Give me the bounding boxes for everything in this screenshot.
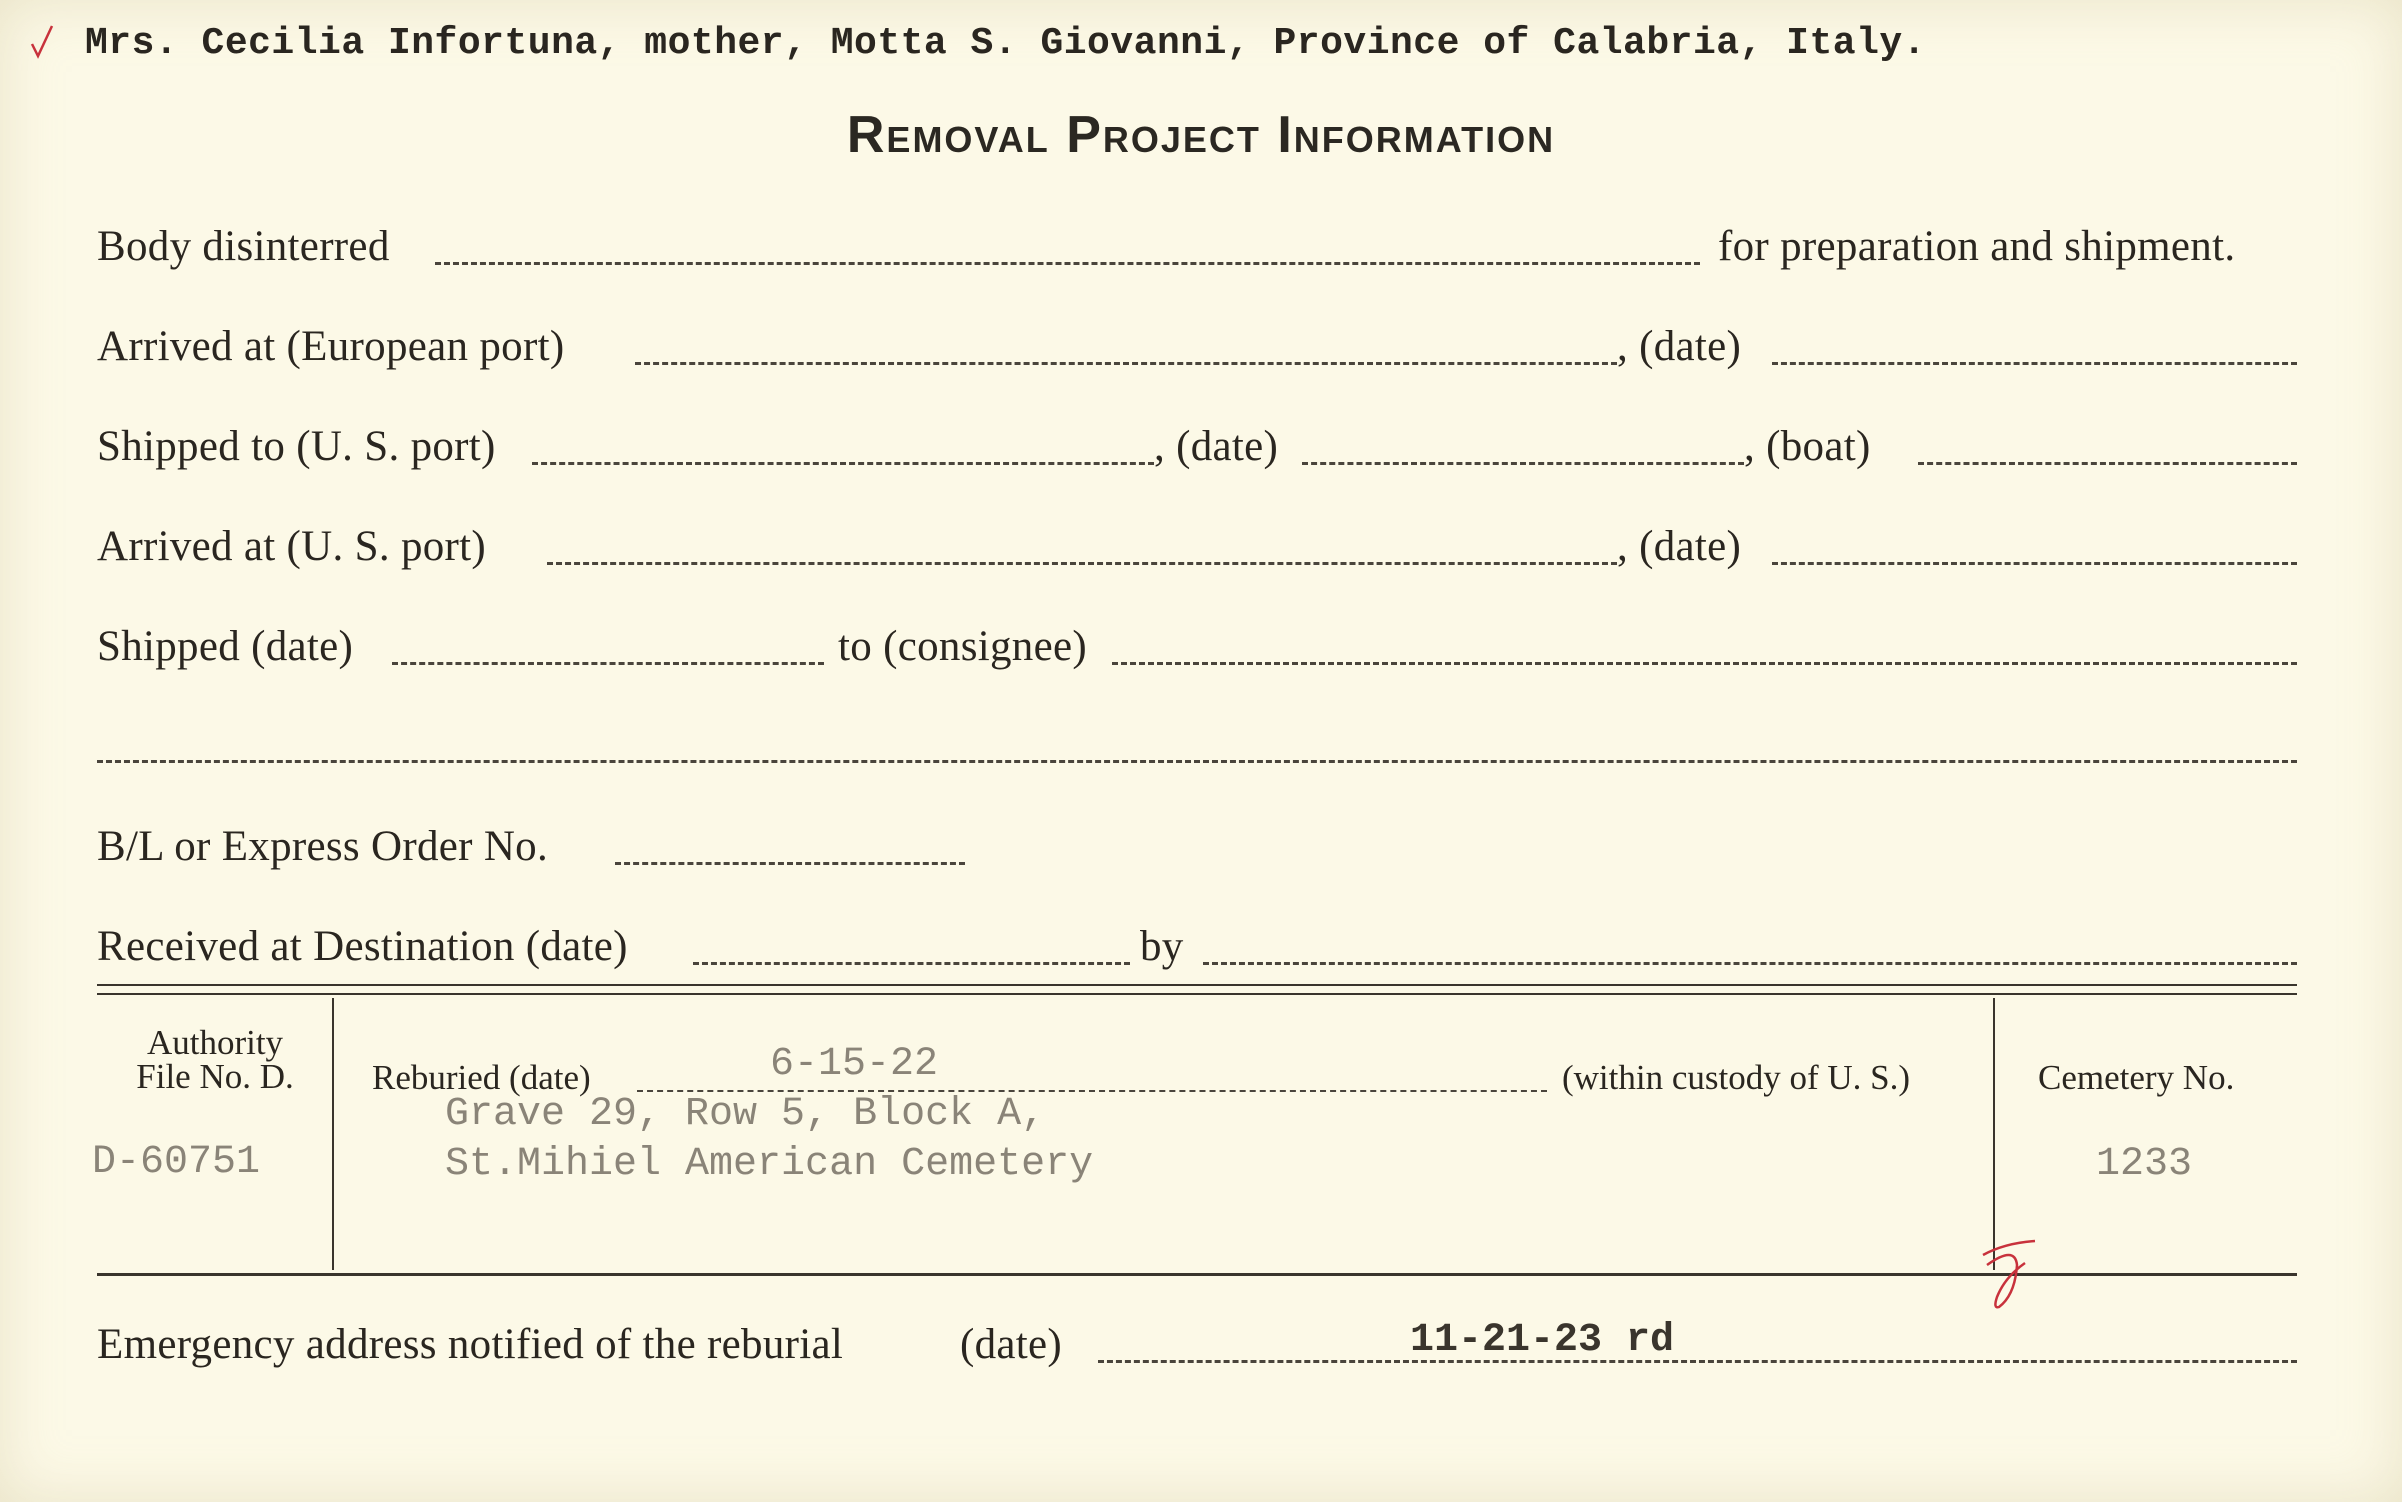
received-destination-line (693, 962, 1130, 965)
shipped-date-row-label: Shipped (date) (97, 623, 354, 670)
arrived-us-date-label: , (date) (1617, 523, 1742, 570)
body-disinterred-line (435, 262, 1700, 265)
authority-value: D-60751 (92, 1140, 261, 1185)
reburied-value: 6-15-22 (770, 1042, 939, 1087)
check-mark-icon (28, 22, 58, 62)
by-label: by (1140, 923, 1184, 970)
reburied-label: Reburied (date) (372, 1058, 591, 1097)
emergency-date-value: 11-21-23 rd (1410, 1318, 1675, 1363)
form-title: Removal Project Information (846, 106, 1556, 164)
shipped-date-label: , (date) (1154, 423, 1279, 470)
box-divider-right (1993, 998, 1995, 1270)
authority-label-line-1: Authority (146, 1023, 284, 1062)
emergency-date-line (1098, 1360, 2297, 1363)
for-preparation-label: for preparation and shipment. (1718, 223, 2236, 270)
emergency-date-label: (date) (960, 1321, 1063, 1368)
bl-express-line (615, 862, 965, 865)
to-consignee-label: to (consignee) (838, 623, 1087, 670)
box-top-rule-1 (97, 984, 2297, 986)
body-disinterred-label: Body disinterred (97, 223, 390, 270)
boat-label: , (boat) (1744, 423, 1871, 470)
red-pencil-mark-icon (1965, 1235, 2045, 1315)
bl-express-label: B/L or Express Order No. (97, 823, 549, 870)
box-divider-left (332, 998, 334, 1270)
received-destination-label: Received at Destination (date) (97, 923, 628, 970)
arrived-us-port-label: Arrived at (U. S. port) (97, 523, 487, 570)
box-top-rule-2 (97, 993, 2297, 995)
arrived-european-port-line (635, 362, 1617, 365)
authority-label (100, 1023, 330, 1096)
boat-line (1918, 462, 2297, 465)
arrived-us-port-line (547, 562, 1617, 565)
authority-label-line-2: File No. D. (136, 1057, 294, 1096)
cemetery-value: 1233 (2096, 1142, 2193, 1187)
grave-location-line-2: St.Mihiel American Cemetery (445, 1142, 1094, 1187)
arrived-european-date-line (1772, 362, 2297, 365)
consignee-line (1112, 662, 2297, 665)
by-line (1203, 962, 2297, 965)
arrived-us-date-line (1772, 562, 2297, 565)
shipped-date-line (1302, 462, 1744, 465)
shipped-to-us-port-label: Shipped to (U. S. port) (97, 423, 496, 470)
arrived-european-port-label: Arrived at (European port) (97, 323, 565, 370)
shipped-to-us-port-line (532, 462, 1154, 465)
consignee-continuation-line (97, 760, 2297, 763)
shipped-date-row-line (392, 662, 824, 665)
emergency-label: Emergency address notified of the reburial (97, 1321, 844, 1368)
addressee-line: Mrs. Cecilia Infortuna, mother, Motta S. Giovanni, Province of Calabria, Italy. (85, 22, 1926, 65)
grave-location-line-1: Grave 29, Row 5, Block A, (445, 1092, 1046, 1137)
arrived-european-date-label: , (date) (1617, 323, 1742, 370)
custody-label: (within custody of U. S.) (1562, 1058, 1911, 1097)
cemetery-label: Cemetery No. (2038, 1058, 2235, 1097)
